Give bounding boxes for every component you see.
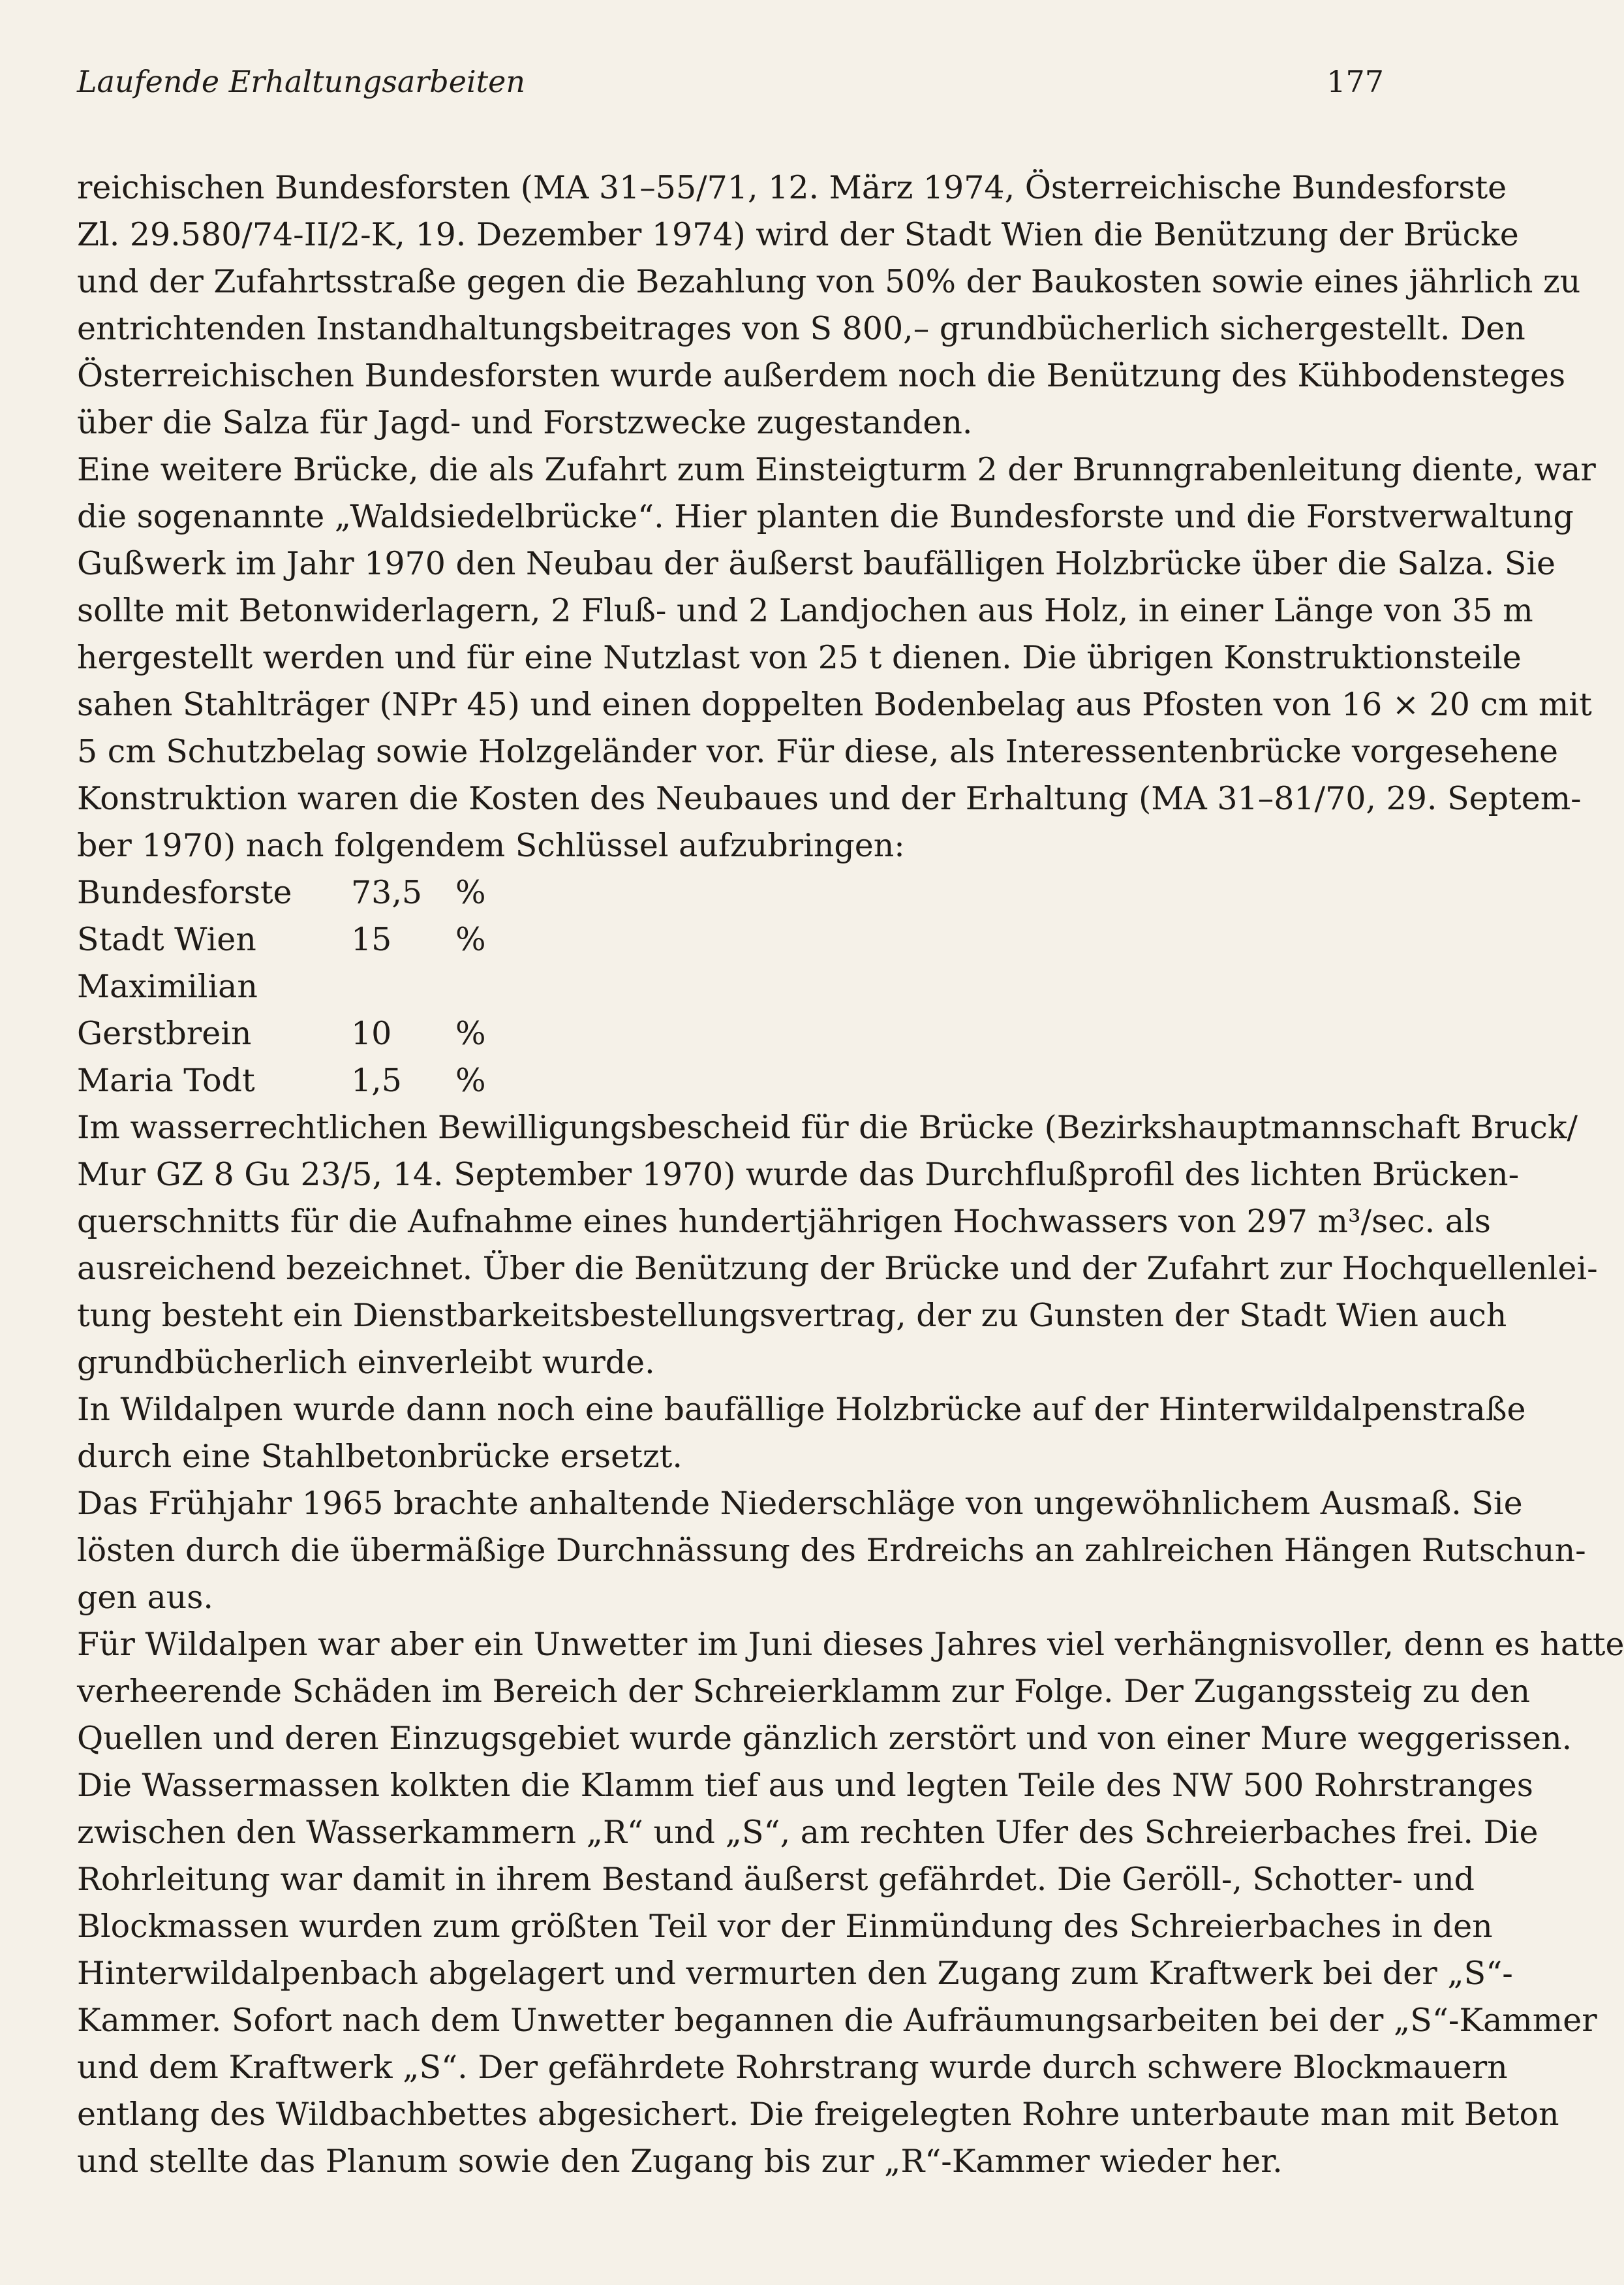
text-line: sollte mit Betonwiderlagern, 2 Fluß- und 2 Landjochen aus Holz, in einer Länge von 35 m — [77, 592, 1533, 629]
text-line: ber 1970) nach folgendem Schlüssel aufzubringen: — [77, 827, 905, 864]
text-line: Die Wassermassen kolkten die Klamm tief aus und legten Teile des NW 500 Rohrstranges — [77, 1767, 1533, 1804]
share-value: 73,5 — [351, 874, 423, 911]
party-name: Maria Todt — [77, 1062, 255, 1099]
paragraph — [77, 1104, 1598, 1386]
party-name: Bundesforste — [77, 874, 292, 911]
text-line: Mur GZ 8 Gu 23/5, 14. September 1970) wurde das Durchflußprofil des lichten Brücken- — [77, 1156, 1520, 1193]
text-line: und stellte das Planum sowie den Zugang bis zur „R“-Kammer wieder her. — [77, 2143, 1283, 2180]
share-value: 10 — [351, 1015, 392, 1052]
share-unit: % — [455, 874, 486, 911]
text-line: In Wildalpen wurde dann noch eine baufällige Holzbrücke auf der Hinterwildalpenstraße — [77, 1391, 1526, 1428]
text-line: ausreichend bezeichnet. Über die Benützung der Brücke und der Zufahrt zur Hochquellenlei- — [77, 1250, 1598, 1287]
table-row — [77, 1010, 1384, 1057]
text-line: verheerende Schäden im Bereich der Schreierklamm zur Folge. Der Zugangssteig zu den — [77, 1673, 1531, 1710]
text-line: Gußwerk im Jahr 1970 den Neubau der äußerst baufälligen Holzbrücke über die Salza. Sie — [77, 545, 1555, 582]
text-line: Für Wildalpen war aber ein Unwetter im Juni dieses Jahres viel verhängnisvoller, denn es hatte — [77, 1626, 1624, 1663]
table-row — [77, 1057, 1384, 1104]
text-line: Rohrleitung war damit in ihrem Bestand äußerst gefährdet. Die Geröll-, Schotter- und — [77, 1861, 1475, 1898]
text-line: die sogenannte „Waldsiedelbrücke“. Hier planten die Bundesforste und die Forstverwaltung — [77, 498, 1574, 535]
text-line: Konstruktion waren die Kosten des Neubaues und der Erhaltung (MA 31–81/70, 29. Septem- — [77, 780, 1582, 817]
text-line: grundbücherlich einverleibt wurde. — [77, 1344, 655, 1381]
share-unit: % — [455, 921, 486, 958]
text-line: querschnitts für die Aufnahme eines hundertjährigen Hochwassers von 297 m³/sec. als — [77, 1203, 1491, 1240]
page-number: 177 — [1326, 64, 1384, 99]
running-header — [77, 64, 1384, 99]
text-line: Blockmassen wurden zum größten Teil vor der Einmündung des Schreierbaches in den — [77, 1908, 1493, 1945]
party-name: Gerstbrein — [77, 1015, 252, 1052]
text-line: Zl. 29.580/74-II/2-K, 19. Dezember 1974) wird der Stadt Wien die Benützung der Brücke — [77, 216, 1519, 253]
paragraph — [77, 446, 1596, 869]
paragraph — [77, 1621, 1624, 2185]
share-unit: % — [455, 1062, 486, 1099]
text-line: tung besteht ein Dienstbarkeitsbestellungsvertrag, der zu Gunsten der Stadt Wien auch — [77, 1297, 1507, 1334]
share-value: 1,5 — [351, 1062, 402, 1099]
share-unit: % — [455, 1015, 486, 1052]
text-line: reichischen Bundesforsten (MA 31–55/71, 12. März 1974, Österreichische Bundesforste — [77, 169, 1507, 206]
chapter-title: Laufende Erhaltungsarbeiten — [77, 64, 526, 99]
text-line: sahen Stahlträger (NPr 45) und einen doppelten Bodenbelag aus Pfosten von 16 × 20 cm mit — [77, 686, 1592, 723]
share-value — [351, 963, 455, 1010]
share-value: 15 — [351, 921, 392, 958]
text-line: Hinterwildalpenbach abgelagert und vermurten den Zugang zum Kraftwerk bei der „S“- — [77, 1955, 1513, 1992]
party-name: Stadt Wien — [77, 921, 256, 958]
text-line: Eine weitere Brücke, die als Zufahrt zum Einsteigturm 2 der Brunngrabenleitung diente, war — [77, 451, 1596, 488]
party-name: Maximilian — [77, 968, 258, 1005]
text-line: über die Salza für Jagd- und Forstzwecke zugestanden. — [77, 404, 973, 441]
text-line: Quellen und deren Einzugsgebiet wurde gänzlich zerstört und von einer Mure weggerissen. — [77, 1720, 1572, 1757]
cost-share-table — [77, 869, 1384, 1104]
text-line: und der Zufahrtsstraße gegen die Bezahlung von 50% der Baukosten sowie eines jährlich zu — [77, 263, 1581, 300]
text-line: Das Frühjahr 1965 brachte anhaltende Niederschläge von ungewöhnlichem Ausmaß. Sie — [77, 1485, 1523, 1522]
text-line: entrichtenden Instandhaltungsbeitrages von S 800,– grundbücherlich sichergestellt. Den — [77, 310, 1525, 347]
text-line: Österreichischen Bundesforsten wurde außerdem noch die Benützung des Kühbodensteges — [77, 357, 1566, 394]
main-text — [77, 164, 1624, 2185]
share-unit — [455, 963, 508, 1010]
text-line: zwischen den Wasserkammern „R“ und „S“, am rechten Ufer des Schreierbaches frei. Die — [77, 1814, 1539, 1851]
text-line: lösten durch die übermäßige Durchnässung des Erdreichs an zahlreichen Hängen Rutschun- — [77, 1532, 1586, 1569]
paragraph — [77, 164, 1581, 446]
table-row — [77, 869, 1384, 916]
paragraph — [77, 1480, 1586, 1621]
text-line: Im wasserrechtlichen Bewilligungsbescheid für die Brücke (Bezirkshauptmannschaft Bruck/ — [77, 1109, 1578, 1146]
text-line: und dem Kraftwerk „S“. Der gefährdete Rohrstrang wurde durch schwere Blockmauern — [77, 2049, 1508, 2086]
text-line: durch eine Stahlbetonbrücke ersetzt. — [77, 1438, 682, 1475]
text-line: entlang des Wildbachbettes abgesichert. Die freigelegten Rohre unterbaute man mit Beton — [77, 2096, 1559, 2133]
table-row — [77, 963, 1384, 1010]
text-line: 5 cm Schutzbelag sowie Holzgeländer vor. Für diese, als Interessentenbrücke vorgesehene — [77, 733, 1559, 770]
table-row — [77, 916, 1384, 963]
text-line: Kammer. Sofort nach dem Unwetter begannen die Aufräumungsarbeiten bei der „S“-Kammer — [77, 2002, 1597, 2039]
text-line: gen aus. — [77, 1579, 213, 1616]
text-line: hergestellt werden und für eine Nutzlast von 25 t dienen. Die übrigen Konstruktionsteile — [77, 639, 1522, 676]
paragraph — [77, 1386, 1526, 1480]
